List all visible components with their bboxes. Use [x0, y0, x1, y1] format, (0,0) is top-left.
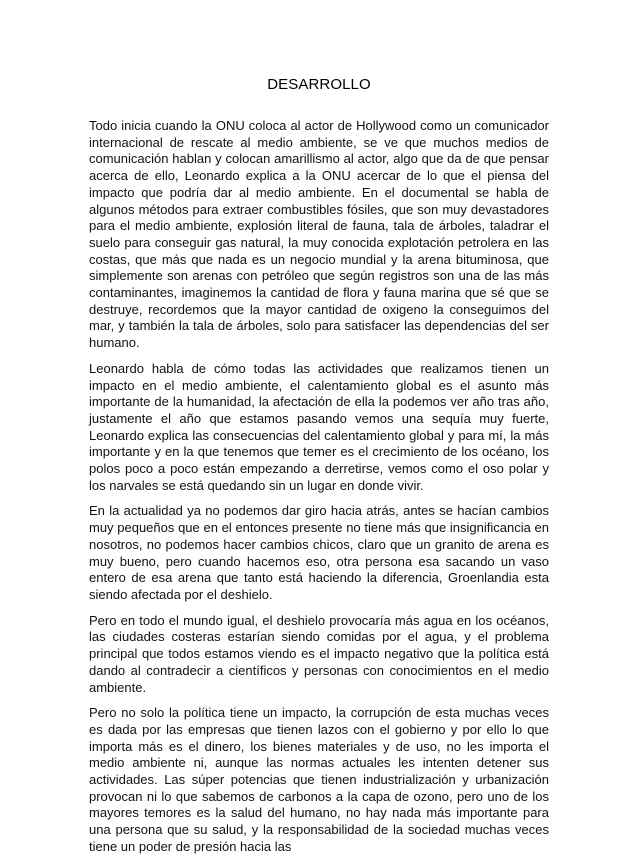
document-body: [89, 118, 549, 865]
paragraph: Leonardo habla de cómo todas las actividades que realizamos tienen un impacto en el medio ambiente, el calentamiento global es el asunto más importante de la humanidad, la afectación de ella la podemos ver año tras año, justamente el año que estamos pasando vemos una sequía muy fuerte, Leonardo explica las consecuencias del calentamiento global y para mí, la más importante y en la que tenemos que temer es el crecimiento de los océano, los polos poco a poco están empezando a derretirse, vemos como el oso polar y los narvales se está quedando sin un lugar en donde vivir.: [89, 360, 549, 493]
paragraph: Todo inicia cuando la ONU coloca al actor de Hollywood como un comunicador internacional de rescate al medio ambiente, se ve que muchos medios de comunicación hablan y colocan amarillismo al actor, algo que da de que pensar acerca de ello, Leonardo explica a la ONU acercar de lo que el piensa del impacto que podría dar al medio ambiente. En el documental se habla de algunos métodos para extraer combustibles fósiles, que son muy devastadores para el medio ambiente, explosión literal de fauna, tala de árboles, taladrar el suelo para conseguir gas natural, la muy conocida explotación petrolera en las costas, que más que nada es un negocio mundial y la arena bituminosa, que simplemente son arenas con petróleo que según registros son una de las más contaminantes, imaginemos la cantidad de flora y fauna marina que sé que se destruye, recordemos que la mayor cantidad de oxigeno la conseguimos del mar, y también la tala de árboles, solo para satisfacer las dependencias del ser humano.: [89, 118, 549, 351]
paragraph: Pero en todo el mundo igual, el deshielo provocaría más agua en los océanos, las ciudades costeras estarían siendo comidas por el agua, y el problema principal que todos estamos viendo es el impacto negativo que la política está dando al contradecir a científicos y personas con conocimientos en el medio ambiente.: [89, 612, 549, 695]
paragraph: En la actualidad ya no podemos dar giro hacia atrás, antes se hacían cambios muy pequeños que en el entonces presente no tiene más que insignificancia en nosotros, no podemos hacer cambios chicos, claro que un granito de arena es muy bueno, pero cuando hacemos eso, otra persona esa sacando un vaso entero de esa arena que tanto está haciendo la diferencia, Groenlandia esta siendo afectada por el deshielo.: [89, 503, 549, 602]
page-title: DESARROLLO: [267, 76, 371, 93]
paragraph: Pero no solo la política tiene un impacto, la corrupción de esta muchas veces es dada por las empresas que tienen lazos con el gobierno y por ello lo que importa más es el dinero, los bienes materiales y de uso, no les importa el medio ambiente ni, aunque las normas actuales les intenten detener sus actividades. Las súper potencias que tienen industrialización y urbanización provocan ni lo que sabemos de carbonos a la capa de ozono, pero uno de los mayores temores es la salud del humano, no hay nada más importante para una persona que su salud, y la responsabilidad de la sociedad muchas veces tiene un poder de presión hacia las: [89, 705, 549, 854]
